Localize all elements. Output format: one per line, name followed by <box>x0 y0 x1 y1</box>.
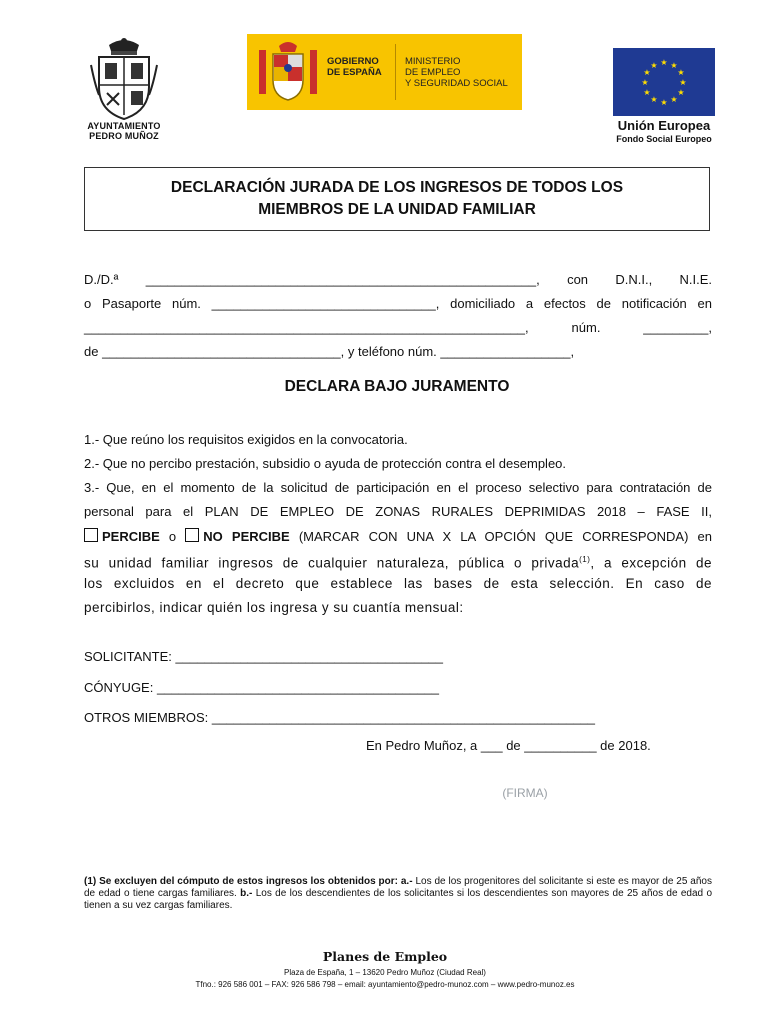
footnote-bold-b: b.- <box>240 888 253 899</box>
spain-shield-icon <box>255 40 321 104</box>
gobierno-divider <box>395 44 396 100</box>
footnote-bold-a: (1) Se excluyen del cómputo de estos ingresos los obtenidos por: a.- <box>84 876 413 887</box>
svg-text:★: ★ <box>660 98 668 107</box>
eu-title: Unión Europea <box>617 118 711 133</box>
svg-text:★: ★ <box>670 95 678 104</box>
svg-text:★: ★ <box>679 78 687 87</box>
statement-3-line-4-text: su unidad familiar ingresos de cualquier naturaleza, pública o privada <box>84 555 580 571</box>
percibe-options-line <box>84 528 712 545</box>
or-label: o <box>168 529 177 544</box>
percibe-checkbox[interactable] <box>84 528 98 542</box>
ayuntamiento-name-line1: AYUNTAMIENTO <box>87 121 161 131</box>
svg-text:★: ★ <box>670 61 678 70</box>
percibe-label: PERCIBE <box>102 529 160 544</box>
ministerio-line3: Y SEGURIDAD SOCIAL <box>405 78 508 89</box>
identity-line-1: D./D.ª ______________________________________________________, con D.N.I., N.I.E. <box>84 272 712 287</box>
svg-text:★: ★ <box>677 88 685 97</box>
conyuge-field[interactable]: CÓNYUGE: _______________________________________ <box>84 680 439 695</box>
statement-3-line-6: percibirlos, indicar quién los ingresa y su cuantía mensual: <box>84 600 464 615</box>
no-percibe-label: NO PERCIBE <box>203 529 290 544</box>
footnote-text-b: Los de los descendientes de los solicitantes si los descendientes son mayores de 25 años de edad o tienen a su vez cargas familiares. <box>84 888 713 911</box>
statement-2: 2.- Que no percibo prestación, subsidio o ayuda de protección contra el desempleo. <box>84 456 567 471</box>
identity-line-3: _____________________________________________________________, núm. _________, <box>84 320 712 335</box>
footnote-text-a: Los de los progenitores del solicitante si este es mayor de 25 años de edad o tiene cargas familiares. <box>84 876 712 899</box>
statement-1: 1.- Que reúno los requisitos exigidos en la convocatoria. <box>84 432 408 447</box>
date-line[interactable]: En Pedro Muñoz, a ___ de __________ de 2018. <box>366 738 651 753</box>
document-title-line2: MIEMBROS DE LA UNIDAD FAMILIAR <box>258 201 536 218</box>
ministerio-line2: DE EMPLEO <box>405 67 461 78</box>
marcar-instruction: (MARCAR CON UNA X LA OPCIÓN QUE CORRESPONDA) en <box>298 529 712 544</box>
declaration-heading: DECLARA BAJO JURAMENTO <box>284 378 510 395</box>
solicitante-field[interactable]: SOLICITANTE: _____________________________________ <box>84 649 444 664</box>
footnote-ref: (1) <box>579 555 591 564</box>
statement-3-line-5: los excluidos en el decreto que establece las bases de esta selección. En caso de <box>84 576 712 591</box>
gobierno-line2: DE ESPAÑA <box>327 67 382 78</box>
footnote <box>84 876 712 912</box>
eu-subtitle: Fondo Social Europeo <box>616 134 712 144</box>
ministerio-line1: MINISTERIO <box>405 56 461 67</box>
statement-3-line-2: personal para el PLAN DE EMPLEO DE ZONAS RURALES DEPRIMIDAS 2018 – FASE II, <box>84 504 712 519</box>
svg-text:★: ★ <box>643 68 651 77</box>
otros-miembros-field[interactable]: OTROS MIEMBROS: _____________________________________________________ <box>84 710 596 725</box>
ayuntamiento-logo <box>78 35 170 145</box>
document-title-box <box>84 167 710 231</box>
ayuntamiento-name-line2: PEDRO MUÑOZ <box>89 131 159 141</box>
svg-text:★: ★ <box>650 95 658 104</box>
svg-text:★: ★ <box>677 68 685 77</box>
svg-text:★: ★ <box>643 88 651 97</box>
document-title <box>85 168 709 221</box>
coat-of-arms-icon <box>89 35 159 121</box>
gobierno-logo <box>247 34 522 110</box>
footer-title: Planes de Empleo <box>322 949 448 964</box>
statement-3-line-4-tail: , a excepción de <box>590 555 712 571</box>
no-percibe-checkbox[interactable] <box>185 528 199 542</box>
gobierno-line1: GOBIERNO <box>327 56 379 67</box>
document-title-line1: DECLARACIÓN JURADA DE LOS INGRESOS DE TODOS LOS <box>170 179 624 196</box>
svg-text:★: ★ <box>660 58 668 67</box>
eu-logo <box>610 48 718 148</box>
signature-placeholder: (FIRMA) <box>502 786 548 800</box>
footer-contact: Tfno.: 926 586 001 – FAX: 926 586 798 – email: ayuntamiento@pedro-munoz.com – www.pedro-munoz.es <box>195 980 575 989</box>
identity-line-2: o Pasaporte núm. _______________________________, domiciliado a efectos de notificación en <box>84 296 712 311</box>
svg-text:★: ★ <box>650 61 658 70</box>
footer-address: Plaza de España, 1 – 13620 Pedro Muñoz (Ciudad Real) <box>284 968 486 977</box>
statement-3-line-4 <box>84 552 712 572</box>
identity-line-4: de _________________________________, y teléfono núm. __________________, <box>84 344 575 359</box>
statement-3-line-1: 3.- Que, en el momento de la solicitud de participación en el proceso selectivo para contratación de <box>84 480 712 495</box>
svg-text:★: ★ <box>641 78 649 87</box>
eu-flag-icon <box>613 48 715 116</box>
